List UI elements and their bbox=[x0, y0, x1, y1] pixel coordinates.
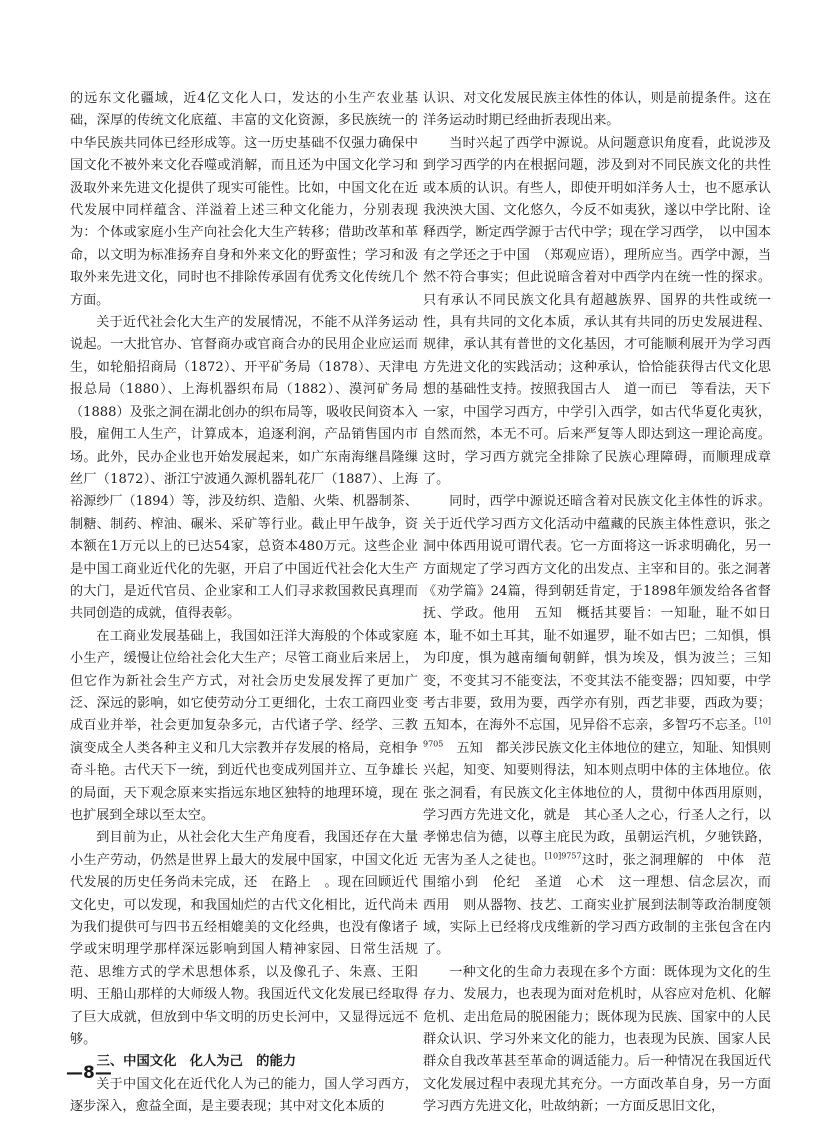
section-heading: 三、中国文化 化人为己 的能力 bbox=[96, 1054, 297, 1070]
paragraph-text: 这时，张之洞理解的 中体 范围缩小到 伦纪 圣道 心术 这一理想、信念层次，而 西用 则从器物、技艺、工商实业扩展到法制等政治制度领域，实际上已经将戊戌维新的学习西方政制的主张包含在内了。 bbox=[423, 852, 785, 958]
citation-marker: [10]9705 bbox=[423, 717, 771, 749]
paragraph-text: 同时，西学中源说还暗含着对民族文化主体性的诉求。关于近代学习西方文化活动中蕴藏的民族主体性意识，张之洞中体西用说可谓代表。它一方面将这一诉求明确化，另一方面规定了学习西方文化的出发点、主宰和目的。张之洞著《劝学篇》24篇，得到朝廷肯定，于1898年颁发给各省督抚、学政。他用 五知 概括其要旨：一知耻，耻不如日本，耻不如土耳其，耻不如暹罗，耻不如古巴；二知惧，惧为印度，惧为越南缅甸朝鲜，惧为埃及，惧为波兰；三知变，不变其习不能变法，不变其法不能变器；四知要，中学考古非要，致用为要，西学亦有别，西艺非要，西政为要；五知本，在海外不忘国，见异俗不忘亲，多智巧不忘圣。 bbox=[423, 494, 771, 734]
page-number: —8— bbox=[66, 1063, 112, 1083]
paragraph: 关于近代社会化大生产的发展情况，不能不从洋务运动说起。一大批官办、官督商办或官商合办的民用企业应运而生，如轮船招商局（1872）、开平矿务局（1878）、天津电报总局（1880）、上海机器织布局（1882）、漠河矿务局（1888）及张之洞在湖北创办的织布局等，吸收民间资本入股，雇佣工人生产，计算成本，追逐利润，产品销售国内市场。此外，民办企业也开始发展起来，如广东南海继昌隆缫丝厂（1872）、浙江宁波通久源机器轧花厂（1887）、上海裕源纱厂（1894）等，涉及纺织、造船、火柴、机器制茶、制糖、制药、榨油、碾米、采矿等行业。截止甲午战争，资本额在1万元以上的已达54家，总资本480万元。这些企业是中国工商业近代化的先驱，开启了中国近代社会化大生产的大门，是近代官员、企业家和工人们寻求救国救民真理而共同创造的成就，值得表彰。 bbox=[70, 315, 418, 622]
left-column bbox=[70, 88, 418, 1119]
paragraph: 在工商业发展基础上，我国如汪洋大海般的个体或家庭小生产，缓慢让位给社会化大生产；尽管工商业后来居上，但它作为新社会生产方式，对社会历史发展发挥了更加广泛、深远的影响，如它使劳动分工更细化，士农工商四业变成百业并举，社会更加复杂多元，古代诸子学、经学、三教演变成全人类各种主义和几大宗教并存发展的格局，竞相争奇斗艳。古代天下一统，到近代也变成列国并立、互争雄长的局面，天下观念原来实指远东地区独特的地理环境，现在也扩展到全球以至太空。 bbox=[70, 628, 418, 823]
paragraph: 当时兴起了西学中源说。从问题意识角度看，此说涉及到学习西学的内在根据问题，涉及到对不同民族文化的共性或本质的认识。有些人，即使开明如洋务人士，也不愿承认我泱泱大国、文化悠久，今反不如夷狄，遂以中学比附、诠释西学，断定西学源于古代中学；现在学习西学， 以中国本有之学还之于中国 （郑观应语），理所应当。西学中源，当然不符合事实；但此说暗含着对中西学内在统一性的探求。只有承认不同民族文化具有超越族界、国界的共性或统一性，具有共同的文化本质，承认其有共同的历史发展进程、规律，承认其有普世的文化基因，才可能顺利展开为学习西方先进文化的实践活动；这种承认，恰恰能获得古代文化思想的基础性支持。按照我国古人 道一而已 等看法，天下一家，中国学习西方，中学引入西学，如古代华夏化夷狄，自然而然，本无不可。后来严复等人即达到这一理论高度。这时，学习西方就完全排除了民族心理障碍，而顺理成章了。 bbox=[423, 135, 771, 487]
paragraph: 的远东文化疆域，近4亿文化人口，发达的小生产农业基础，深厚的传统文化底蕴、丰富的文化资源，多民族统一的中华民族共同体已经形成等。这一历史基础不仅强力确保中国文化不被外来文化吞噬或消解，而且还为中国文化学习和汲取外来先进文化提供了现实可能性。比如，中国文化在近代发展中同样蕴含、洋溢着上述三种文化能力，分别表现为：个体或家庭小生产向社会化大生产转移；借助改革和革命，以文明为标准扬弃自身和外来文化的野蛮性；学习和汲取外来先进文化，同时也不排除传承固有优秀文化传统几个方面。 bbox=[70, 91, 418, 308]
paragraph: 认识、对文化发展民族主体性的体认，则是前提条件。这在洋务运动时期已经曲折表现出来。 bbox=[423, 91, 771, 129]
paragraph: 到目前为止，从社会化大生产角度看，我国还存在大量小生产劳动，仍然是世界上最大的发展中国家，中国文化近代发展的历史任务尚未完成，还 在路上 。现在回顾近代文化史，可以发现，和我国灿烂的古代文化相比，近代尚未为我们提供可与四书五经相媲美的文化经典，也没有像诸子学或宋明理学那样深远影响到国人精神家园、日常生活规范、思维方式的学术思想体系，以及像孔子、朱熹、王阳明、王船山那样的大师级人物。我国近代文化发展已经取得了巨大成就，但放到中华文明的历史长河中，又显得远远不够。 bbox=[70, 830, 418, 1048]
paragraph bbox=[423, 491, 785, 962]
right-column bbox=[423, 88, 785, 1119]
paragraph: 一种文化的生命力表现在多个方面：既体现为文化的生存力、发展力，也表现为面对危机时，从容应对危机、化解危机、走出危局的脱困能力；既体现为民族、国家中的人民群众认识、学习外来文化的能力，也表现为民族、国家人民群众自我改革甚至革命的调适能力。后一种情况在我国近代文化发展过程中表现尤其充分。一方面改革自身，另一方面学习西方先进文化，吐故纳新；一方面反思旧文化， bbox=[423, 964, 771, 1115]
paragraph-text: 五知 都关涉民族文化主体地位的建立，知耻、知惧则兴起，知变、知要则得法，知本则点明中体的主体地位。依张之洞看，有民族文化主体地位的人，贯彻中体西用原则，学习西方先进文化，就是 其心圣人之心，行圣人之行，以孝悌忠信为德，以尊主庇民为政，虽朝运汽机，夕驰铁路，无害为圣人之徒也。 bbox=[423, 740, 771, 868]
paragraph: 关于中国文化在近代化人为己的能力，国人学习西方，逐步深入，愈益全面，是主要表现；其中对文化本质的 bbox=[70, 1076, 418, 1115]
citation-marker: [10]9757 bbox=[544, 851, 582, 861]
